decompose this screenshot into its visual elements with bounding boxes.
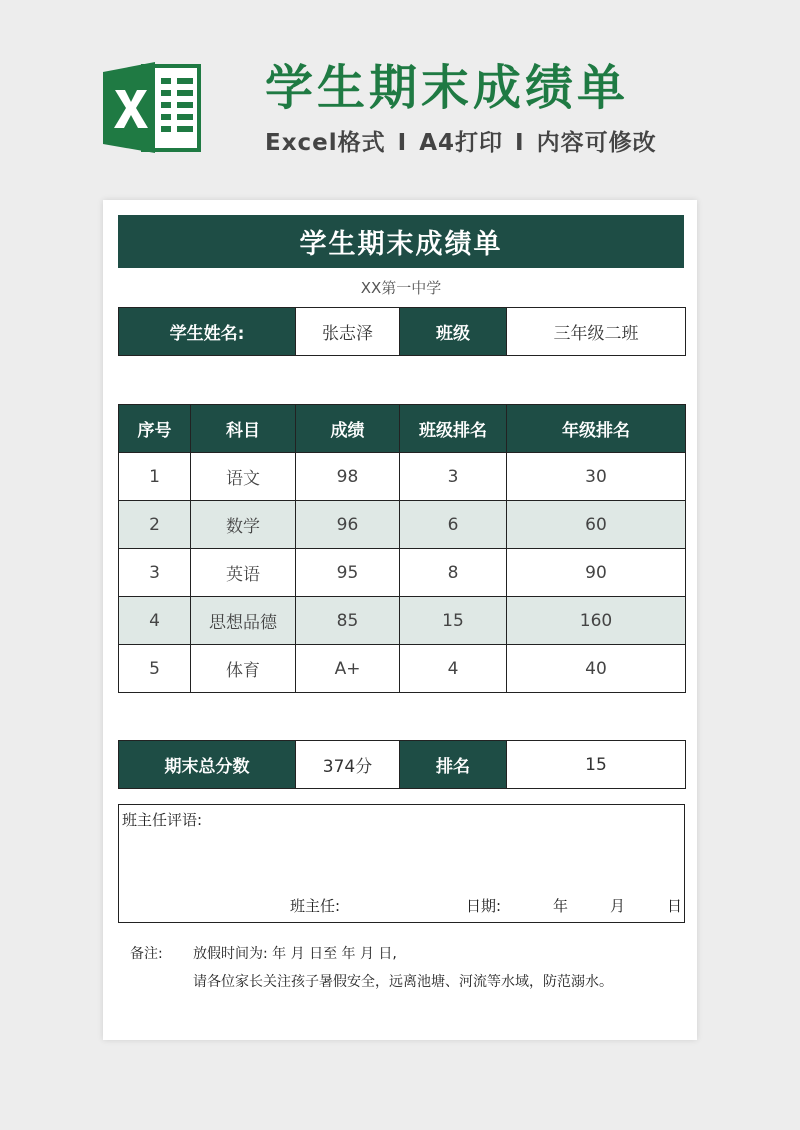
note-line-1: 放假时间为: 年 月 日至 年 月 日, <box>193 946 397 962</box>
student-name-value[interactable]: 张志泽 <box>296 308 400 356</box>
document-title: 学生期末成绩单 <box>118 215 684 268</box>
subtitle-print: A4打印 <box>419 130 504 156</box>
table-cell[interactable]: 语文 <box>191 453 296 501</box>
table-cell[interactable]: 数学 <box>191 501 296 549</box>
column-header: 班级排名 <box>400 405 507 453</box>
table-cell[interactable]: 8 <box>400 549 507 597</box>
table-cell[interactable]: 3 <box>400 453 507 501</box>
table-cell[interactable]: 1 <box>119 453 191 501</box>
table-cell[interactable]: A+ <box>296 645 400 693</box>
teacher-comment-label: 班主任评语: <box>122 811 203 829</box>
excel-logo-icon <box>103 60 203 155</box>
date-day-label: 日 <box>667 897 683 915</box>
note-line-2: 请各位家长关注孩子暑假安全，远离池塘、河流等水域，防范溺水。 <box>193 974 613 990</box>
table-cell[interactable]: 30 <box>507 453 686 501</box>
table-header-row <box>119 405 686 453</box>
table-cell[interactable]: 英语 <box>191 549 296 597</box>
table-row <box>119 453 686 501</box>
score-table <box>118 404 686 693</box>
table-row <box>119 549 686 597</box>
class-label: 班级 <box>400 308 507 356</box>
table-cell[interactable]: 85 <box>296 597 400 645</box>
date-label: 日期: <box>466 897 502 915</box>
table-row <box>119 501 686 549</box>
student-name-label: 学生姓名: <box>119 308 296 356</box>
table-cell[interactable]: 体育 <box>191 645 296 693</box>
table-cell[interactable]: 96 <box>296 501 400 549</box>
subtitle-format: Excel格式 <box>265 130 386 156</box>
column-header: 年级排名 <box>507 405 686 453</box>
table-cell[interactable]: 5 <box>119 645 191 693</box>
table-cell[interactable]: 98 <box>296 453 400 501</box>
date-month-label: 月 <box>610 897 626 915</box>
column-header: 科目 <box>191 405 296 453</box>
subtitle-separator: I <box>515 130 525 156</box>
total-score-label: 期末总分数 <box>119 741 296 789</box>
table-row <box>119 597 686 645</box>
subtitle-editable: 内容可修改 <box>536 130 657 156</box>
class-value[interactable]: 三年级二班 <box>507 308 686 356</box>
table-cell[interactable]: 3 <box>119 549 191 597</box>
student-info-table <box>118 307 686 356</box>
column-header: 成绩 <box>296 405 400 453</box>
table-cell[interactable]: 60 <box>507 501 686 549</box>
date-year-label: 年 <box>553 897 569 915</box>
table-cell[interactable]: 2 <box>119 501 191 549</box>
column-header: 序号 <box>119 405 191 453</box>
table-cell[interactable]: 15 <box>400 597 507 645</box>
rank-label: 排名 <box>400 741 507 789</box>
note-label: 备注: <box>130 946 163 962</box>
teacher-comment-box[interactable] <box>118 804 685 923</box>
table-row <box>119 645 686 693</box>
table-cell[interactable]: 4 <box>400 645 507 693</box>
main-title: 学生期末成绩单 <box>265 60 630 116</box>
table-cell[interactable]: 6 <box>400 501 507 549</box>
document-sheet <box>103 200 697 1040</box>
table-cell[interactable]: 40 <box>507 645 686 693</box>
rank-value[interactable]: 15 <box>507 741 686 789</box>
table-cell[interactable]: 4 <box>119 597 191 645</box>
table-cell[interactable]: 思想品德 <box>191 597 296 645</box>
subtitle-separator: I <box>397 130 408 156</box>
subtitle <box>265 128 657 158</box>
teacher-signature-label: 班主任: <box>290 897 341 915</box>
table-cell[interactable]: 90 <box>507 549 686 597</box>
summary-table <box>118 740 686 789</box>
total-score-value[interactable]: 374分 <box>296 741 400 789</box>
table-cell[interactable]: 95 <box>296 549 400 597</box>
table-cell[interactable]: 160 <box>507 597 686 645</box>
school-name: XX第一中学 <box>360 278 442 297</box>
